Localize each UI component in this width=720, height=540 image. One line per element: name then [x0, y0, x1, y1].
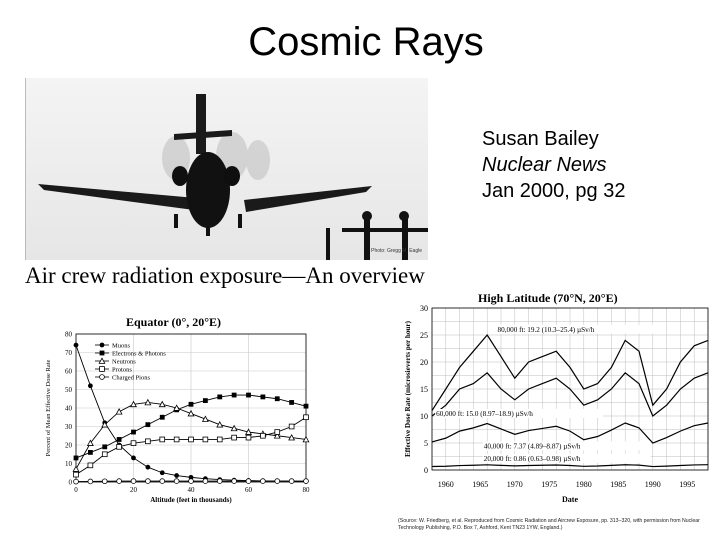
highlat-y-tick-label: 5	[424, 439, 428, 448]
equator-data-point	[188, 411, 194, 416]
fuselage	[186, 152, 230, 228]
highlat-x-tick-label: 1975	[541, 480, 558, 489]
equator-data-point	[88, 463, 93, 468]
highlat-y-tick-label: 15	[420, 385, 428, 394]
equator-legend-label: Muons	[112, 342, 131, 350]
highlat-x-tick-label: 1995	[679, 480, 696, 489]
equator-data-point	[203, 398, 208, 403]
equator-data-point	[232, 393, 237, 398]
equator-data-point	[100, 351, 105, 356]
equator-data-point	[260, 433, 265, 438]
equator-data-point	[117, 479, 122, 484]
equator-data-point	[160, 437, 165, 442]
equator-data-point	[88, 383, 93, 388]
equator-data-point	[74, 343, 79, 348]
equator-data-point	[88, 479, 93, 484]
equator-data-point	[246, 479, 251, 484]
equator-legend-entry	[95, 366, 132, 373]
highlat-x-tick-label: 1965	[472, 480, 489, 489]
equator-data-point	[160, 470, 165, 475]
equator-y-tick-label: 30	[65, 423, 72, 431]
equator-y-tick-label: 80	[65, 330, 72, 339]
equator-legend-label: Neutrons	[112, 358, 136, 366]
equator-data-point	[131, 430, 136, 435]
highlat-series-label: 20,000 ft: 0.86 (0.63–0.98) µSv/h	[483, 454, 581, 463]
equator-y-tick-label: 0	[68, 478, 72, 487]
equator-data-point	[145, 465, 150, 470]
equator-data-point	[275, 396, 280, 401]
high-latitude-chart	[398, 300, 716, 512]
highlat-x-tick-label: 1985	[610, 480, 627, 489]
equator-data-point	[74, 479, 79, 484]
equator-data-point	[102, 479, 107, 484]
highlat-x-tick-label: 1960	[437, 480, 454, 489]
equator-data-point	[131, 479, 136, 484]
highlat-y-tick-label: 20	[420, 358, 428, 367]
equator-y-tick-label: 60	[65, 367, 72, 376]
equator-data-point	[203, 437, 208, 442]
equator-data-point	[232, 435, 237, 440]
landing-gear-right	[238, 214, 242, 228]
equator-data-point	[289, 479, 294, 484]
equator-x-tick-label: 80	[302, 486, 310, 494]
equator-data-point	[116, 409, 122, 414]
equator-y-tick-label: 50	[65, 386, 72, 394]
equator-data-point	[189, 479, 194, 484]
equator-data-point	[275, 430, 280, 435]
equator-legend-label: Electrons & Photons	[112, 350, 166, 358]
equator-legend-entry	[95, 358, 136, 365]
equator-data-point	[131, 456, 136, 461]
equator-data-point	[189, 402, 194, 407]
highlat-x-tick-label: 1980	[575, 480, 592, 489]
equator-legend-label: Charged Pions	[112, 374, 150, 382]
equator-data-point	[189, 437, 194, 442]
equator-legend-entry	[95, 374, 150, 381]
equator-data-point	[246, 393, 251, 398]
equator-data-point	[145, 439, 150, 444]
highlat-y-axis-label: Effective Dose Rate (microsieverts per hour)	[404, 320, 412, 458]
equator-data-point	[289, 400, 294, 405]
highlat-series-label: 80,000 ft: 19.2 (10.3–25.4) µSv/h	[497, 325, 595, 334]
equator-data-point	[102, 452, 107, 457]
equator-legend-entry	[95, 342, 131, 349]
equator-data-point	[160, 415, 165, 420]
highlat-x-axis-label: Date	[562, 495, 578, 504]
equator-data-point	[304, 404, 309, 409]
left-wing	[38, 184, 196, 210]
equator-data-point	[246, 435, 251, 440]
equator-x-tick-label: 20	[130, 486, 137, 494]
equator-data-point	[74, 456, 79, 461]
high-latitude-chart-title: High Latitude (70°N, 20°E)	[478, 291, 618, 305]
equator-data-point	[100, 343, 105, 348]
equator-data-point	[217, 422, 223, 427]
equator-data-point	[117, 444, 122, 449]
equator-data-point	[203, 416, 209, 421]
equator-data-point	[100, 375, 105, 380]
equator-data-point	[289, 424, 294, 429]
citation-date: Jan 2000, pg 32	[482, 180, 626, 202]
highlat-y-tick-label: 25	[420, 331, 428, 340]
equator-data-point	[73, 466, 79, 471]
equator-data-point	[260, 479, 265, 484]
equator-data-point	[203, 479, 208, 484]
landing-gear-left	[174, 214, 178, 228]
equator-x-tick-label: 0	[74, 486, 78, 494]
equator-data-point	[145, 422, 150, 427]
highlat-series-label: 40,000 ft: 7.37 (4.89–8.87) µSv/h	[483, 442, 581, 451]
landing-gear-nose	[206, 224, 210, 236]
equator-x-axis-label: Altitude (feet in thousands)	[150, 496, 232, 504]
airplane-photo	[25, 78, 428, 260]
highlat-y-tick-label: 10	[420, 412, 428, 421]
equator-data-point	[174, 479, 179, 484]
equator-y-tick-label: 20	[65, 441, 72, 450]
citation	[482, 126, 625, 204]
equator-data-point	[217, 479, 222, 484]
equator-data-point	[217, 395, 222, 400]
equator-data-point	[117, 437, 122, 442]
highlat-x-tick-label: 1970	[506, 480, 523, 489]
equator-data-point	[131, 441, 136, 446]
equator-legend-entry	[95, 350, 166, 357]
equator-data-point	[88, 450, 93, 455]
equator-data-point	[275, 479, 280, 484]
right-wing	[244, 186, 372, 212]
equator-data-point	[304, 415, 309, 420]
equator-data-point	[174, 473, 179, 478]
equator-y-axis-label: Percent of Mean Effective Dose Rate	[45, 359, 52, 457]
equator-data-point	[232, 479, 237, 484]
equator-x-tick-label: 60	[245, 486, 252, 494]
source-note: (Source: W. Friedberg, et al. Reproduced from Cosmic Radiation and Aircrew Exposure, pp. 313–320, with permission from Nuclear Technology Publishing, P.O. Box 7, Ashford, Kent TN23 1YW, England.)	[398, 518, 700, 531]
equator-chart	[28, 326, 320, 506]
highlat-x-tick-label: 1990	[644, 480, 661, 489]
equator-data-point	[145, 479, 150, 484]
highlat-series-label: 60,000 ft: 15.0 (8.97–18.9) µSv/h	[436, 410, 533, 418]
equator-chart-title: Equator (0°, 20°E)	[126, 315, 222, 329]
citation-author: Susan Bailey	[482, 128, 599, 150]
equator-data-point	[217, 437, 222, 442]
equator-x-tick-label: 40	[187, 486, 195, 494]
equator-data-point	[260, 395, 265, 400]
photo-credit: Photo: Gregg M. Eagle	[371, 248, 422, 254]
slide-title: Cosmic Rays	[248, 20, 484, 64]
equator-y-tick-label: 40	[65, 404, 72, 413]
left-engine	[172, 166, 188, 186]
right-engine	[224, 166, 240, 186]
equator-data-point	[102, 444, 107, 449]
equator-series-charged-pions	[74, 479, 309, 484]
highlat-y-tick-label: 30	[420, 304, 428, 313]
overview-heading: Air crew radiation exposure—An overview	[25, 263, 425, 288]
equator-data-point	[174, 437, 179, 442]
equator-data-point	[100, 367, 105, 372]
equator-y-tick-label: 10	[65, 460, 72, 468]
equator-data-point	[160, 479, 165, 484]
equator-legend-label: Protons	[112, 366, 132, 374]
citation-journal: Nuclear News	[482, 154, 607, 176]
equator-y-tick-label: 70	[65, 349, 72, 357]
equator-data-point	[304, 479, 309, 484]
highlat-y-tick-label: 0	[424, 466, 428, 475]
tail-fin	[196, 94, 206, 154]
equator-data-point	[74, 472, 79, 477]
airplane-illustration	[26, 78, 428, 260]
